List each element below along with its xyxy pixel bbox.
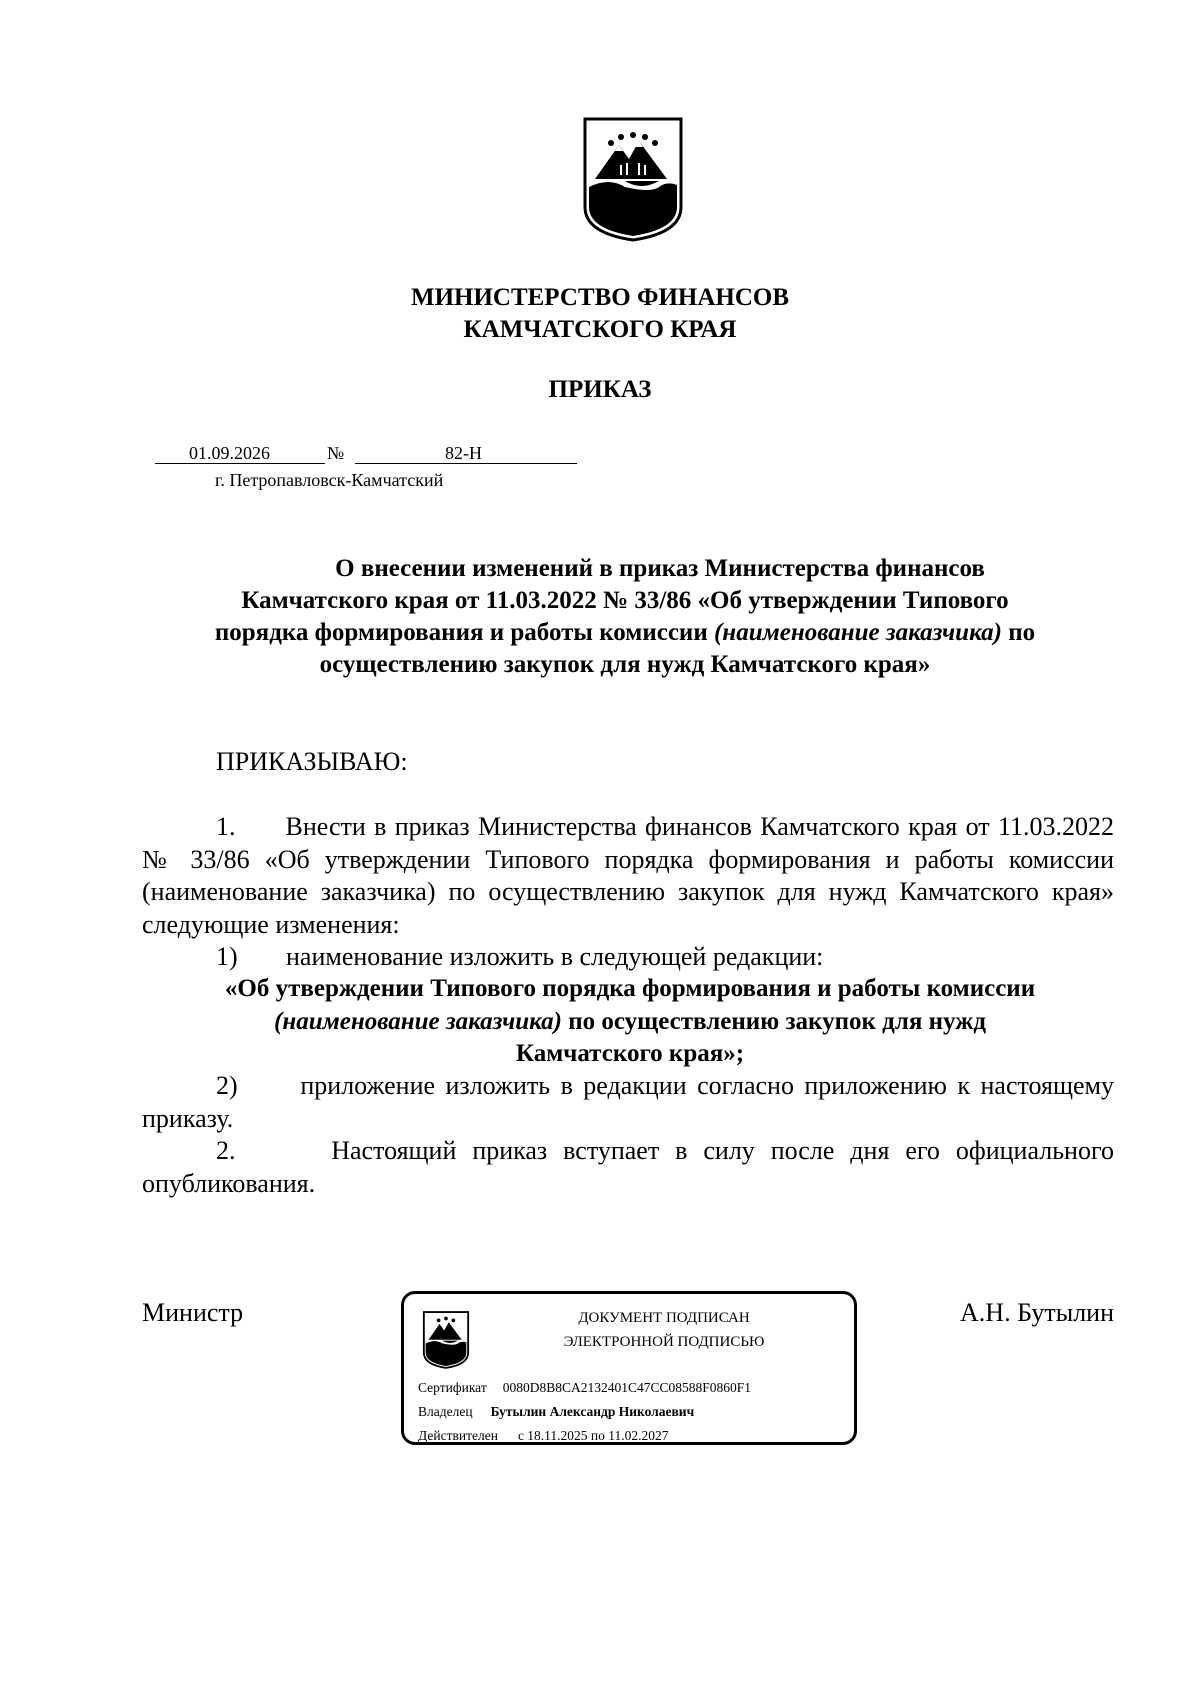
kamchatka-coat-of-arms-icon <box>581 115 685 242</box>
stamp-title-line2: ЭЛЕКТРОННОЙ ПОДПИСЬЮ <box>563 1334 765 1350</box>
ministry-name: МИНИСТЕРСТВО ФИНАНСОВ КАМЧАТСКОГО КРАЯ <box>410 284 790 343</box>
paragraph-2: 2. Настоящий приказ вступает в силу после дня его официального опубликования. <box>142 1136 1114 1198</box>
number-sign: № <box>327 443 345 463</box>
signer-name: А.Н. Бутылин <box>960 1298 1114 1327</box>
paragraph-1: 1. Внести в приказ Министерства финансов Камчатского края от 11.03.2022 № 33/86 «Об утверждении Типового порядка формирования и работы комиссии (наименование заказчика) по осуществлению закупок для нужд Камчатского края» следующие изменения: <box>142 812 1114 939</box>
city: г. Петропавловск-Камчатский <box>215 470 444 490</box>
electronic-signature-stamp <box>401 1291 857 1445</box>
document-title: О внесении изменений в приказ Министерства финансов Камчатского края от 11.03.2022 № 33/86 «Об утверждении Типового порядка формирования и работы комиссии (наименование заказчика) по осуществлению закупок для нужд Камчатского края» <box>214 555 1036 678</box>
number-field: 82-Н <box>355 443 577 464</box>
stamp-title-line1: ДОКУМЕНТ ПОДПИСАН <box>578 1310 750 1326</box>
new-title-quote: «Об утверждении Типового порядка формирования и работы комиссии (наименование заказчика) по осуществлению закупок для нужд Камчатского края»; <box>224 975 1036 1067</box>
date-field: 01.09.2026 <box>155 443 325 464</box>
subitem-2: 2) приложение изложить в редакции согласно приложению к настоящему приказу. <box>142 1071 1114 1133</box>
owner-row: Владелец Бутылин Александр Николаевич <box>418 1404 695 1419</box>
document-type: ПРИКАЗ <box>548 376 652 403</box>
signer-position: Министр <box>142 1298 244 1327</box>
stamp-coat-of-arms-icon <box>422 1308 470 1371</box>
validity-row: Действителен с 18.11.2025 по 11.02.2027 <box>418 1428 669 1443</box>
certificate-row: Сертификат 0080D8B8CA2132401C47CC08588F0860F1 <box>418 1380 752 1395</box>
subitem-1: 1) наименование изложить в следующей редакции: <box>216 942 824 971</box>
orders-heading: ПРИКАЗЫВАЮ: <box>216 747 408 776</box>
